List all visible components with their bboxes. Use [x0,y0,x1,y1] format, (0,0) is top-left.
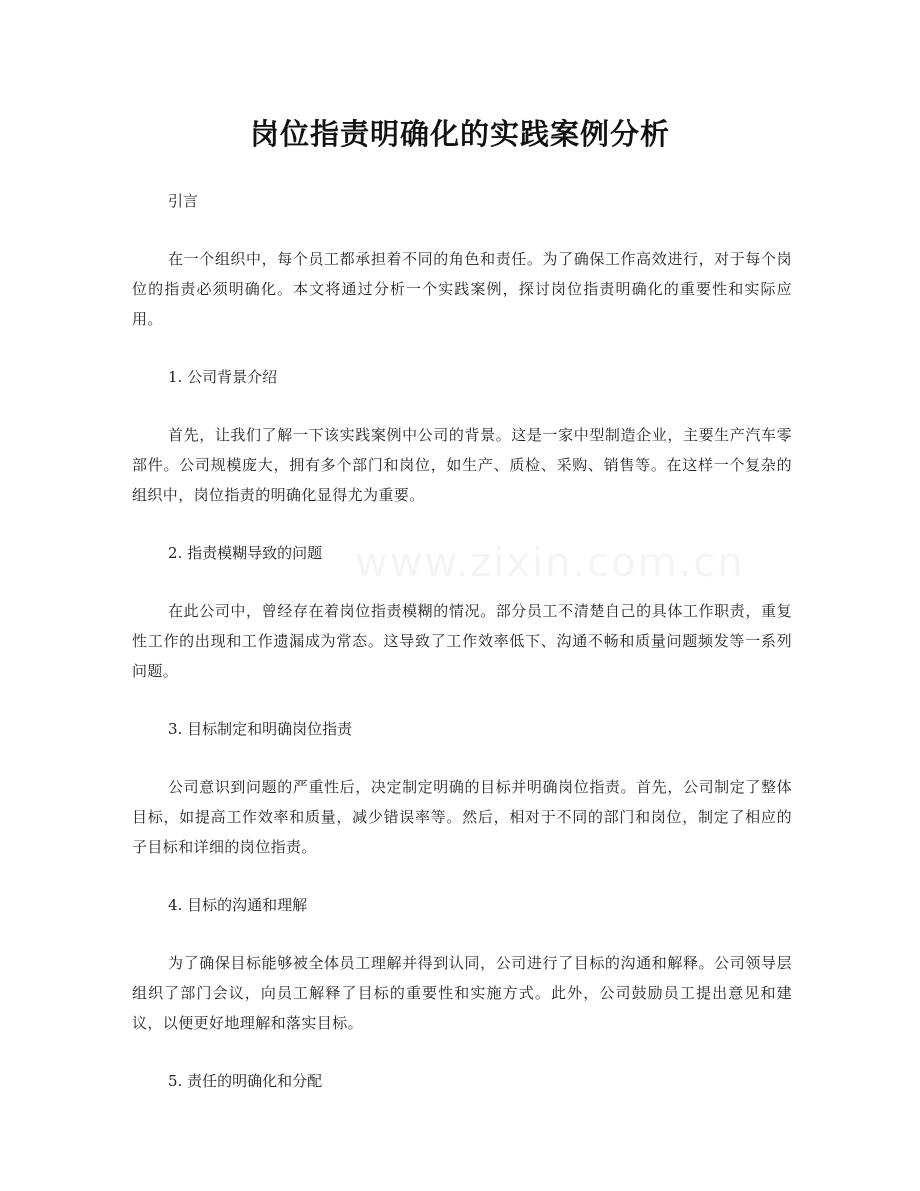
section-4-paragraph: 为了确保目标能够被全体员工理解并得到认同，公司进行了目标的沟通和解释。公司领导层组织了部门会议，向员工解释了目标的重要性和实施方式。此外，公司鼓励员工提出意见和建议，以便更好地理解和落实目标。 [132,954,792,1032]
section-1-heading: 1. 公司背景介绍 [168,368,278,386]
document-body [132,186,792,1124]
section-2-paragraph: 在此公司中，曾经存在着岗位指责模糊的情况。部分员工不清楚自己的具体工作职责，重复性工作的出现和工作遗漏成为常态。这导致了工作效率低下、沟通不畅和质量问题频发等一系列问题。 [132,602,792,680]
intro-label: 引言 [168,192,199,210]
section-5-heading: 5. 责任的明确化和分配 [168,1072,323,1090]
intro-paragraph: 在一个组织中，每个员工都承担着不同的角色和责任。为了确保工作高效进行，对于每个岗位的指责必须明确化。本文将通过分析一个实践案例，探讨岗位指责明确化的重要性和实际应用。 [132,250,792,328]
section-4-heading: 4. 目标的沟通和理解 [168,896,308,914]
section-3-paragraph: 公司意识到问题的严重性后，决定制定明确的目标并明确岗位指责。首先，公司制定了整体目标，如提高工作效率和质量，减少错误率等。然后，相对于不同的部门和岗位，制定了相应的子目标和详细的岗位指责。 [132,778,792,856]
section-2-heading: 2. 指责模糊导致的问题 [168,544,323,562]
section-1-paragraph: 首先，让我们了解一下该实践案例中公司的背景。这是一家中型制造企业，主要生产汽车零部件。公司规模庞大，拥有多个部门和岗位，如生产、质检、采购、销售等。在这样一个复杂的组织中，岗位指责的明确化显得尤为重要。 [132,426,792,504]
section-3-heading: 3. 目标制定和明确岗位指责 [168,720,353,738]
page-title: 岗位指责明确化的实践案例分析 [249,117,670,151]
